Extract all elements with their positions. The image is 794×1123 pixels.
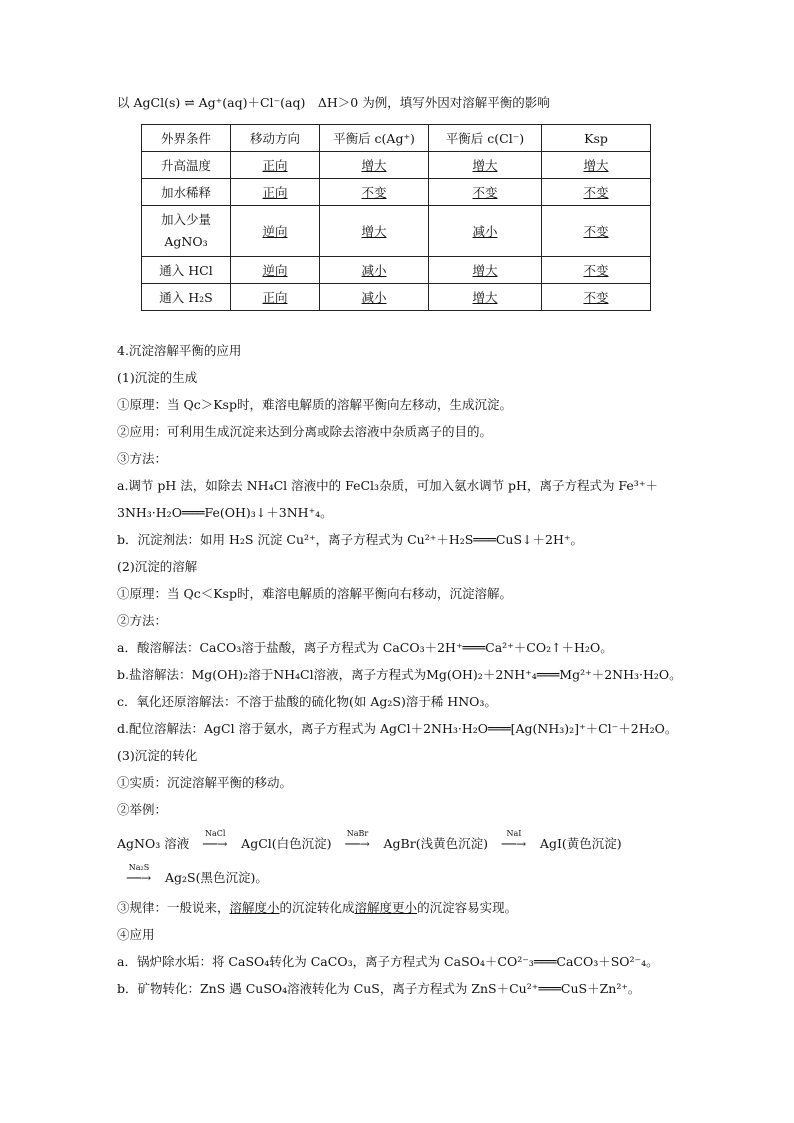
text-line: ①原理：当 Qc＞Ksp时，难溶电解质的溶解平衡向左移动，生成沉淀。 xyxy=(117,397,512,412)
reaction-arrow: NaBr ──→ xyxy=(336,834,380,854)
factor-table xyxy=(141,124,651,311)
reaction-arrow: NaI ──→ xyxy=(492,834,536,854)
table-cell: 增大 xyxy=(320,152,429,179)
table-header: 平衡后 c(Cl⁻) xyxy=(429,125,542,152)
table-cell: 增大 xyxy=(429,152,542,179)
text-line: ①原理：当 Qc＜Ksp时，难溶电解质的溶解平衡向右移动，沉淀溶解。 xyxy=(117,586,512,601)
conversion-product: Ag₂S(黑色沉淀)。 xyxy=(164,870,268,885)
rule-prefix: ③规律：一般说来， xyxy=(117,900,230,915)
table-cell: 逆向 xyxy=(231,257,320,284)
table-cell: 通入 HCl xyxy=(142,257,231,284)
table-row xyxy=(142,257,651,284)
text-line: d.配位溶解法：AgCl 溶于氨水，离子方程式为 AgCl＋2NH₃·H₂O═══[Ag(NH₃)₂]⁺＋Cl⁻＋2H₂O。 xyxy=(117,721,678,736)
table-cell: 通入 H₂S xyxy=(142,284,231,311)
rule-mid: 的沉淀转化成 xyxy=(279,900,355,915)
table-cell: 增大 xyxy=(429,257,542,284)
conversion-product: AgI(黄色沉淀) xyxy=(539,836,622,851)
text-line: ①实质：沉淀溶解平衡的移动。 xyxy=(117,775,293,790)
table-cell: 不变 xyxy=(320,179,429,206)
text-line: b．沉淀剂法：如用 H₂S 沉淀 Cu²⁺，离子方程式为 Cu²⁺＋H₂S═══CuS↓＋2H⁺。 xyxy=(117,532,583,547)
table-cell: 减小 xyxy=(320,257,429,284)
text-line: ②举例： xyxy=(117,802,168,817)
rule-suffix: 的沉淀容易实现。 xyxy=(417,900,518,915)
reaction-arrow: NaCl ──→ xyxy=(193,834,237,854)
rule-line xyxy=(117,898,754,918)
arrow-reagent: NaI xyxy=(506,829,522,838)
text-line: c．氧化还原溶解法：不溶于盐酸的硫化物(如 Ag₂S)溶于稀 HNO₃。 xyxy=(117,694,497,709)
table-cell: 增大 xyxy=(429,284,542,311)
conversion-chain xyxy=(117,829,754,854)
subsection-heading: (2)沉淀的溶解 xyxy=(117,559,198,574)
table-cell: 加水稀释 xyxy=(142,179,231,206)
table-cell: 加入少量 AgNO₃ xyxy=(142,206,231,257)
subsection-heading: ④应用 xyxy=(117,927,155,942)
table-row xyxy=(142,206,651,257)
table-row xyxy=(142,179,651,206)
table-header: Ksp xyxy=(542,125,651,152)
table-cell: 增大 xyxy=(542,152,651,179)
rule-term-1: 溶解度小 xyxy=(229,900,280,915)
table-row xyxy=(142,284,651,311)
table-cell: 减小 xyxy=(429,206,542,257)
conversion-start: AgNO₃ 溶液 xyxy=(117,836,190,851)
arrow-reagent: Na₂S xyxy=(128,863,150,872)
table-header: 平衡后 c(Ag⁺) xyxy=(320,125,429,152)
text-line: a．酸溶解法：CaCO₃溶于盐酸，离子方程式为 CaCO₃＋2H⁺═══Ca²⁺＋CO₂↑＋H₂O。 xyxy=(117,640,613,655)
text-line: b．矿物转化：ZnS 遇 CuSO₄溶液转化为 CuS，离子方程式为 ZnS＋Cu²⁺═══CuS＋Zn²⁺。 xyxy=(117,981,641,996)
text-line: ③方法： xyxy=(117,451,168,466)
table-cell: 不变 xyxy=(542,284,651,311)
rule-term-2: 溶解度更小 xyxy=(354,900,418,915)
arrow-reagent: NaBr xyxy=(346,829,369,838)
table-header-row xyxy=(142,125,651,152)
text-line: a.调节 pH 法，如除去 NH₄Cl 溶液中的 FeCl₃杂质，可加入氨水调节 pH，离子方程式为 Fe³⁺＋ xyxy=(117,478,658,493)
subsection-heading: (3)沉淀的转化 xyxy=(117,748,198,763)
subsection-heading: (1)沉淀的生成 xyxy=(117,370,198,385)
conversion-chain-cont xyxy=(117,863,754,888)
intro-text: 以 AgCl(s) ⇌ Ag⁺(aq)＋Cl⁻(aq) ΔH＞0 为例，填写外因对溶解平衡的影响 xyxy=(117,95,550,110)
table-header: 移动方向 xyxy=(231,125,320,152)
table-row xyxy=(142,152,651,179)
table-cell: 不变 xyxy=(542,257,651,284)
table-cell: 增大 xyxy=(320,206,429,257)
table-cell: 不变 xyxy=(542,206,651,257)
conversion-product: AgCl(白色沉淀) xyxy=(241,836,332,851)
arrow-reagent: NaCl xyxy=(204,829,226,838)
text-line: 3NH₃·H₂O═══Fe(OH)₃↓＋3NH⁺₄。 xyxy=(117,505,333,520)
section-heading: 4.沉淀溶解平衡的应用 xyxy=(117,343,242,358)
conversion-product: AgBr(浅黄色沉淀) xyxy=(383,836,488,851)
text-line: ②应用：可利用生成沉淀来达到分离或除去溶液中杂质离子的目的。 xyxy=(117,424,493,439)
table-cell: 升高温度 xyxy=(142,152,231,179)
table-cell: 正向 xyxy=(231,152,320,179)
text-line: ②方法： xyxy=(117,613,168,628)
text-line: b.盐溶解法：Mg(OH)₂溶于NH₄Cl溶液，离子方程式为Mg(OH)₂＋2NH⁺₄═══Mg²⁺＋2NH₃·H₂O。 xyxy=(117,667,682,682)
table-header: 外界条件 xyxy=(142,125,231,152)
table-cell: 正向 xyxy=(231,284,320,311)
table-cell: 逆向 xyxy=(231,206,320,257)
text-line: a．锅炉除水垢：将 CaSO₄转化为 CaCO₃，离子方程式为 CaSO₄＋CO²⁻₃═══CaCO₃＋SO²⁻₄。 xyxy=(117,954,659,969)
table-cell: 减小 xyxy=(320,284,429,311)
reaction-arrow: Na₂S ──→ xyxy=(117,868,161,888)
table-cell: 不变 xyxy=(542,179,651,206)
table-cell: 正向 xyxy=(231,179,320,206)
table-cell: 不变 xyxy=(429,179,542,206)
